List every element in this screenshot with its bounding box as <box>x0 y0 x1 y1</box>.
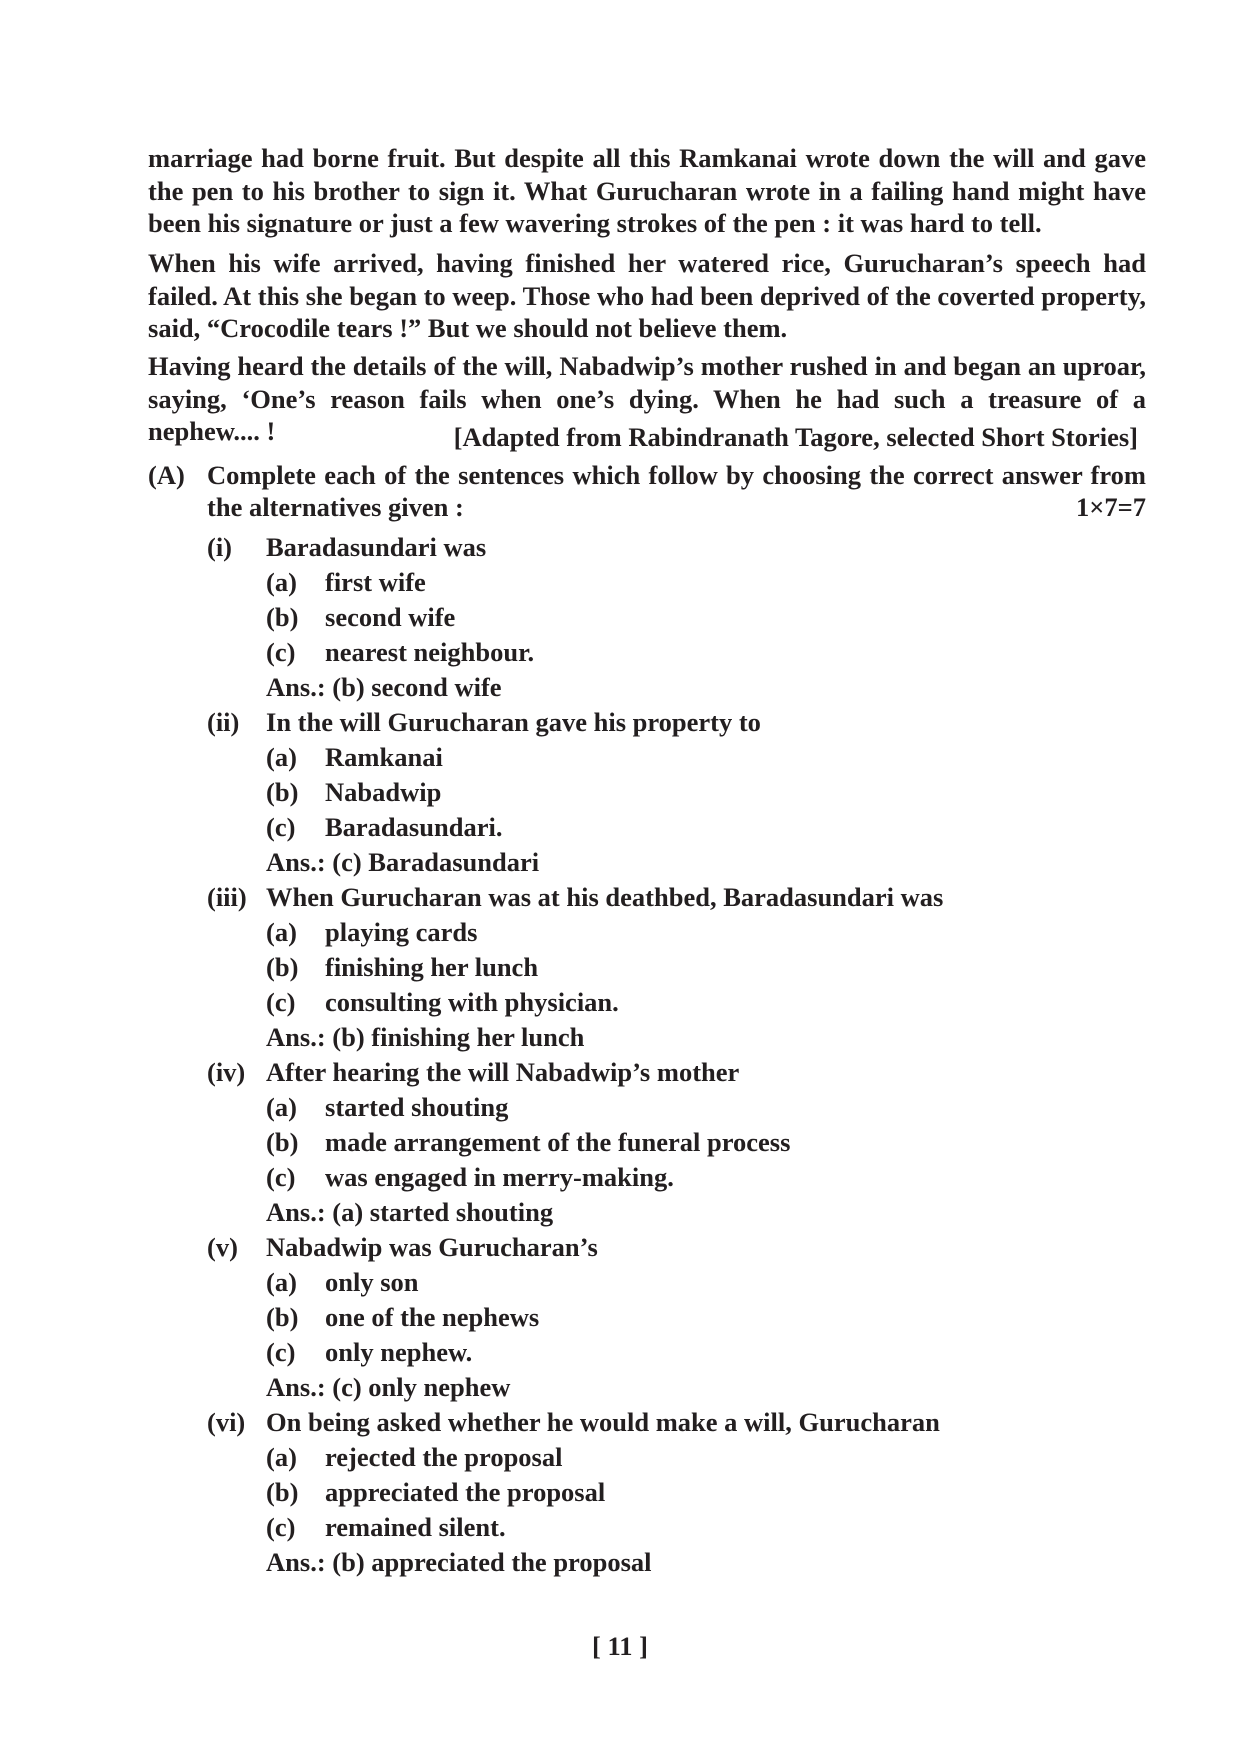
option-label: (a) <box>266 1442 297 1472</box>
option-text: one of the nephews <box>325 1302 540 1332</box>
option-label: (b) <box>266 1477 299 1507</box>
question-text: On being asked whether he would make a will, Gurucharan <box>266 1407 940 1437</box>
option-text: remained silent. <box>325 1512 506 1542</box>
option-label: (a) <box>266 567 297 597</box>
option-text: Baradasundari. <box>325 812 503 842</box>
option-label: (c) <box>266 1512 296 1542</box>
passage-source: [Adapted from Rabindranath Tagore, selected Short Stories] <box>453 422 1138 452</box>
option-text: was engaged in merry-making. <box>325 1162 674 1192</box>
option-label: (c) <box>266 1162 296 1192</box>
option-label: (b) <box>266 1302 299 1332</box>
option-label: (b) <box>266 602 299 632</box>
question-number: (iii) <box>207 882 247 912</box>
option-text: finishing her lunch <box>325 952 539 982</box>
option-text: appreciated the proposal <box>325 1477 606 1507</box>
passage-paragraph-3: Having heard the details of the will, Nabadwip’s mother rushed in and began an uproar, saying, ‘One’s reason fails when one’s dying. When he had such a treasure of a nephew.... ! <box>148 351 1146 446</box>
option-text: Ramkanai <box>325 742 443 772</box>
option-label: (c) <box>266 1337 296 1367</box>
question-number: (iv) <box>207 1057 246 1087</box>
answer-text: Ans.: (c) Baradasundari <box>266 847 540 877</box>
option-text: playing cards <box>325 917 478 947</box>
section-a-marks: 1×7=7 <box>1076 492 1146 522</box>
question-number: (i) <box>207 532 233 562</box>
option-text: made arrangement of the funeral process <box>325 1127 791 1157</box>
question-number: (ii) <box>207 707 240 737</box>
section-a-instruction: Complete each of the sentences which follow by choosing the correct answer from the alternatives given : <box>207 460 1146 522</box>
option-text: rejected the proposal <box>325 1442 563 1472</box>
answer-text: Ans.: (b) appreciated the proposal <box>266 1547 652 1577</box>
question-number: (v) <box>207 1232 238 1262</box>
option-label: (a) <box>266 742 297 772</box>
question-text: Baradasundari was <box>266 532 487 562</box>
answer-text: Ans.: (c) only nephew <box>266 1372 511 1402</box>
question-text: When Gurucharan was at his deathbed, Baradasundari was <box>266 882 944 912</box>
option-label: (a) <box>266 1267 297 1297</box>
section-a-label: (A) <box>148 460 185 490</box>
option-label: (b) <box>266 952 299 982</box>
answer-text: Ans.: (b) finishing her lunch <box>266 1022 585 1052</box>
option-label: (a) <box>266 1092 297 1122</box>
option-label: (b) <box>266 1127 299 1157</box>
question-number: (vi) <box>207 1407 246 1437</box>
option-text: Nabadwip <box>325 777 442 807</box>
option-label: (b) <box>266 777 299 807</box>
option-label: (a) <box>266 917 297 947</box>
answer-text: Ans.: (a) started shouting <box>266 1197 554 1227</box>
option-text: only son <box>325 1267 419 1297</box>
option-label: (c) <box>266 812 296 842</box>
page-number: [ 11 ] <box>592 1631 648 1661</box>
option-text: second wife <box>325 602 456 632</box>
option-text: only nephew. <box>325 1337 473 1367</box>
question-text: In the will Gurucharan gave his property to <box>266 707 761 737</box>
passage-paragraph-2: When his wife arrived, having finished her watered rice, Gurucharan’s speech had failed. At this she began to weep. Those who had been deprived of the coverted property, said, “Crocodile tears !” But we should not believe them. <box>148 248 1146 343</box>
option-text: consulting with physician. <box>325 987 619 1017</box>
question-text: After hearing the will Nabadwip’s mother <box>266 1057 740 1087</box>
answer-text: Ans.: (b) second wife <box>266 672 502 702</box>
option-label: (c) <box>266 987 296 1017</box>
question-text: Nabadwip was Gurucharan’s <box>266 1232 598 1262</box>
option-text: first wife <box>325 567 426 597</box>
option-text: started shouting <box>325 1092 509 1122</box>
option-text: nearest neighbour. <box>325 637 535 667</box>
option-label: (c) <box>266 637 296 667</box>
passage-paragraph-1: marriage had borne fruit. But despite all this Ramkanai wrote down the will and gave the pen to his brother to sign it. What Gurucharan wrote in a failing hand might have been his signature or just a few wavering strokes of the pen : it was hard to tell. <box>148 143 1146 238</box>
